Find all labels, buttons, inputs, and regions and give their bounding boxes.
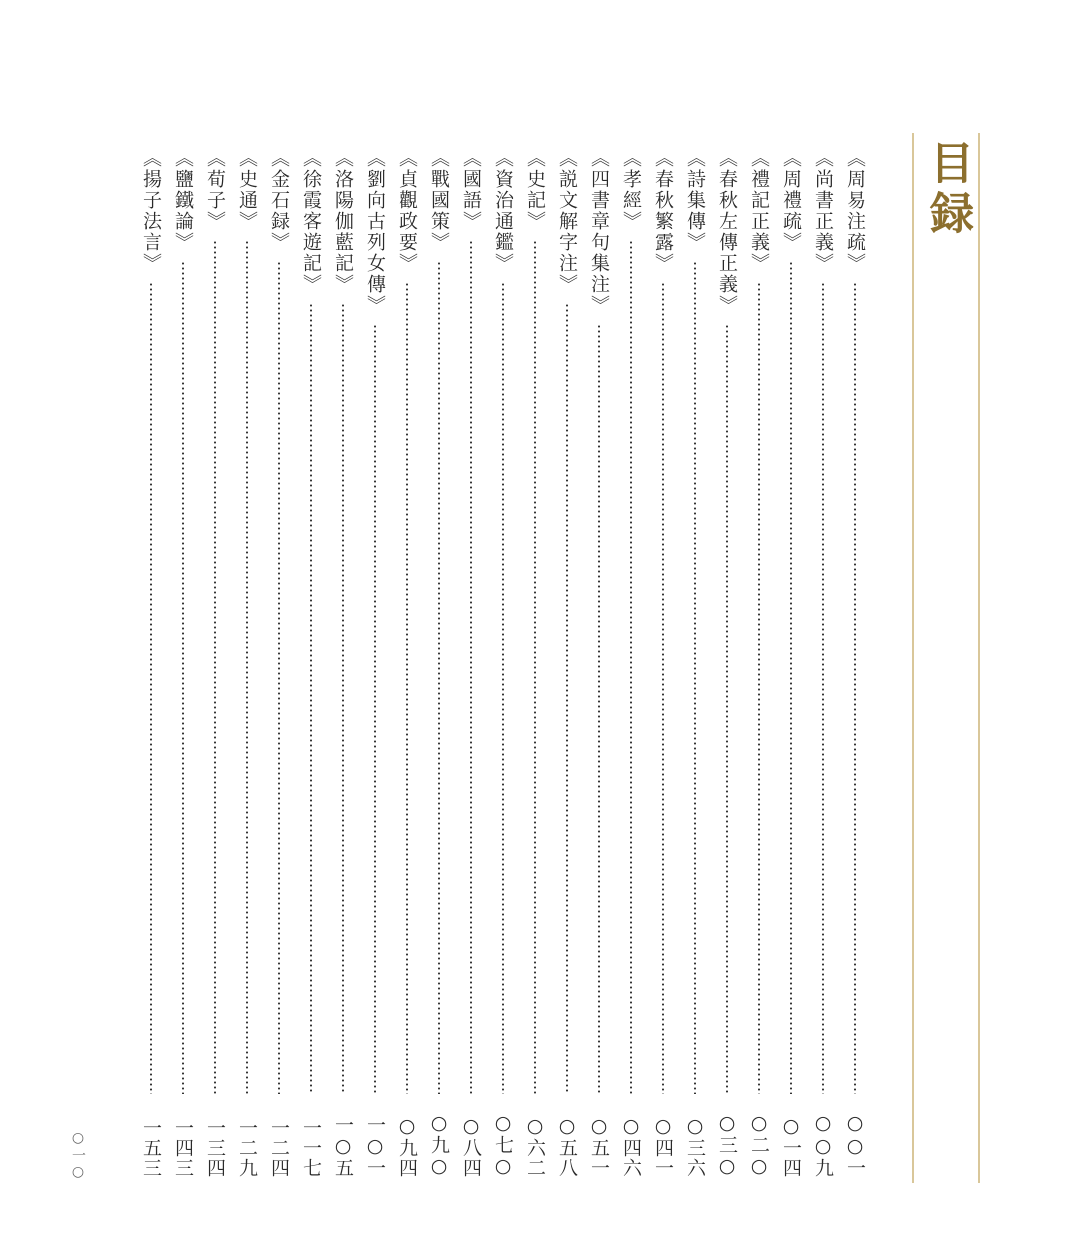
toc-leader-dots — [310, 303, 312, 1094]
toc-entry[interactable] — [680, 148, 710, 1178]
toc-entry[interactable] — [456, 148, 486, 1178]
toc-entry-page: 一二四 — [268, 1118, 290, 1178]
toc-entry[interactable] — [296, 148, 326, 1178]
toc-leader-dots — [534, 240, 536, 1094]
toc-entry-title: 《春秋左傳正義》 — [716, 148, 738, 316]
toc-entry-title: 《荀子》 — [204, 148, 226, 232]
toc-leader-dots — [854, 282, 856, 1094]
toc-entry[interactable] — [200, 148, 230, 1178]
toc-entry-title: 《禮記正義》 — [748, 148, 770, 274]
toc-leader-dots — [502, 282, 504, 1094]
toc-leader-dots — [406, 282, 408, 1094]
toc-entry-title: 《尚書正義》 — [812, 148, 834, 274]
toc-entry-page: ○七○ — [492, 1112, 514, 1178]
toc-entry-title: 《周禮疏》 — [780, 148, 802, 253]
toc-leader-dots — [662, 282, 664, 1094]
toc-entry-page: ○二○ — [748, 1112, 770, 1178]
page-title: 目録 — [922, 140, 973, 240]
toc-entry[interactable] — [712, 148, 742, 1178]
toc-leader-dots — [726, 324, 728, 1094]
toc-leader-dots — [822, 282, 824, 1094]
toc-entry[interactable] — [616, 148, 646, 1178]
toc-entry-page: ○六二 — [524, 1115, 546, 1178]
toc-entry-title: 《四書章句集注》 — [588, 148, 610, 316]
toc-leader-dots — [598, 324, 600, 1094]
toc-leader-dots — [342, 303, 344, 1094]
toc-entry-title: 《鹽鐵論》 — [172, 148, 194, 253]
toc-entry-title: 《徐霞客遊記》 — [300, 148, 322, 295]
toc-entry[interactable] — [232, 148, 262, 1178]
toc-leader-dots — [438, 261, 440, 1094]
toc-entry-page: 一○五 — [332, 1115, 354, 1178]
toc-entry-title: 《貞觀政要》 — [396, 148, 418, 274]
toc-entry-title: 《史通》 — [236, 148, 258, 232]
toc-leader-dots — [758, 282, 760, 1094]
toc-entry-title: 《劉向古列女傳》 — [364, 148, 386, 316]
toc-entry[interactable] — [264, 148, 294, 1178]
toc-entry[interactable] — [808, 148, 838, 1178]
toc-entry[interactable] — [360, 148, 390, 1178]
toc-entry-title: 《揚子法言》 — [140, 148, 162, 274]
toc-entry-page: ○八四 — [460, 1115, 482, 1178]
toc-entry[interactable] — [744, 148, 774, 1178]
toc-leader-dots — [214, 240, 216, 1094]
toc-entry[interactable] — [520, 148, 550, 1178]
toc-entry[interactable] — [552, 148, 582, 1178]
toc-entry-page: ○五八 — [556, 1115, 578, 1178]
toc-entry-page: ○四一 — [652, 1115, 674, 1178]
toc-entry-title: 《説文解字注》 — [556, 148, 578, 295]
toc-entry-page: 一五三 — [140, 1118, 162, 1178]
toc-entry[interactable] — [584, 148, 614, 1178]
toc-entry-title: 《詩集傳》 — [684, 148, 706, 253]
toc-entry-page: ○一四 — [780, 1115, 802, 1178]
toc-entry[interactable] — [488, 148, 518, 1178]
toc-entry[interactable] — [392, 148, 422, 1178]
toc-entry-title: 《周易注疏》 — [844, 148, 866, 274]
toc-leader-dots — [150, 282, 152, 1094]
toc-leader-dots — [566, 303, 568, 1094]
toc-entry-page: ○九四 — [396, 1115, 418, 1178]
page-number: ○一○ — [70, 1130, 86, 1182]
toc-entry-page: ○九○ — [428, 1112, 450, 1178]
toc-entry-page: 一四三 — [172, 1118, 194, 1178]
toc-entry-page: 一三四 — [204, 1118, 226, 1178]
toc-leader-dots — [278, 261, 280, 1094]
toc-entry-title: 《資治通鑑》 — [492, 148, 514, 274]
toc-entry-page: ○五一 — [588, 1115, 610, 1178]
toc-entry[interactable] — [168, 148, 198, 1178]
toc-entry[interactable] — [840, 148, 870, 1178]
toc-entry-page: 一一七 — [300, 1118, 322, 1178]
toc-leader-dots — [246, 240, 248, 1094]
toc-entry[interactable] — [776, 148, 806, 1178]
toc-entry-title: 《國語》 — [460, 148, 482, 232]
toc-entry-page: ○四六 — [620, 1115, 642, 1178]
toc-entry[interactable] — [424, 148, 454, 1178]
toc-entry-page: 一二九 — [236, 1118, 258, 1178]
toc-leader-dots — [694, 261, 696, 1094]
toc-entry-page: 一○一 — [364, 1115, 386, 1178]
toc-entry-page: ○○一 — [844, 1112, 866, 1178]
toc-entry[interactable] — [648, 148, 678, 1178]
toc-entry-title: 《孝經》 — [620, 148, 642, 232]
toc-entry-page: ○三六 — [684, 1115, 706, 1178]
toc-entry[interactable] — [136, 148, 166, 1178]
toc-entry-title: 《戰國策》 — [428, 148, 450, 253]
toc-leader-dots — [374, 324, 376, 1094]
toc-entry-title: 《史記》 — [524, 148, 546, 232]
toc-leader-dots — [790, 261, 792, 1094]
toc-leader-dots — [470, 240, 472, 1094]
toc-entry-title: 《金石録》 — [268, 148, 290, 253]
toc-entry-page: ○三○ — [716, 1112, 738, 1178]
toc-leader-dots — [630, 240, 632, 1094]
toc-leader-dots — [182, 261, 184, 1094]
toc-entry-page: ○○九 — [812, 1112, 834, 1178]
toc-entry[interactable] — [328, 148, 358, 1178]
toc-entry-title: 《洛陽伽藍記》 — [332, 148, 354, 295]
toc-entry-title: 《春秋繁露》 — [652, 148, 674, 274]
